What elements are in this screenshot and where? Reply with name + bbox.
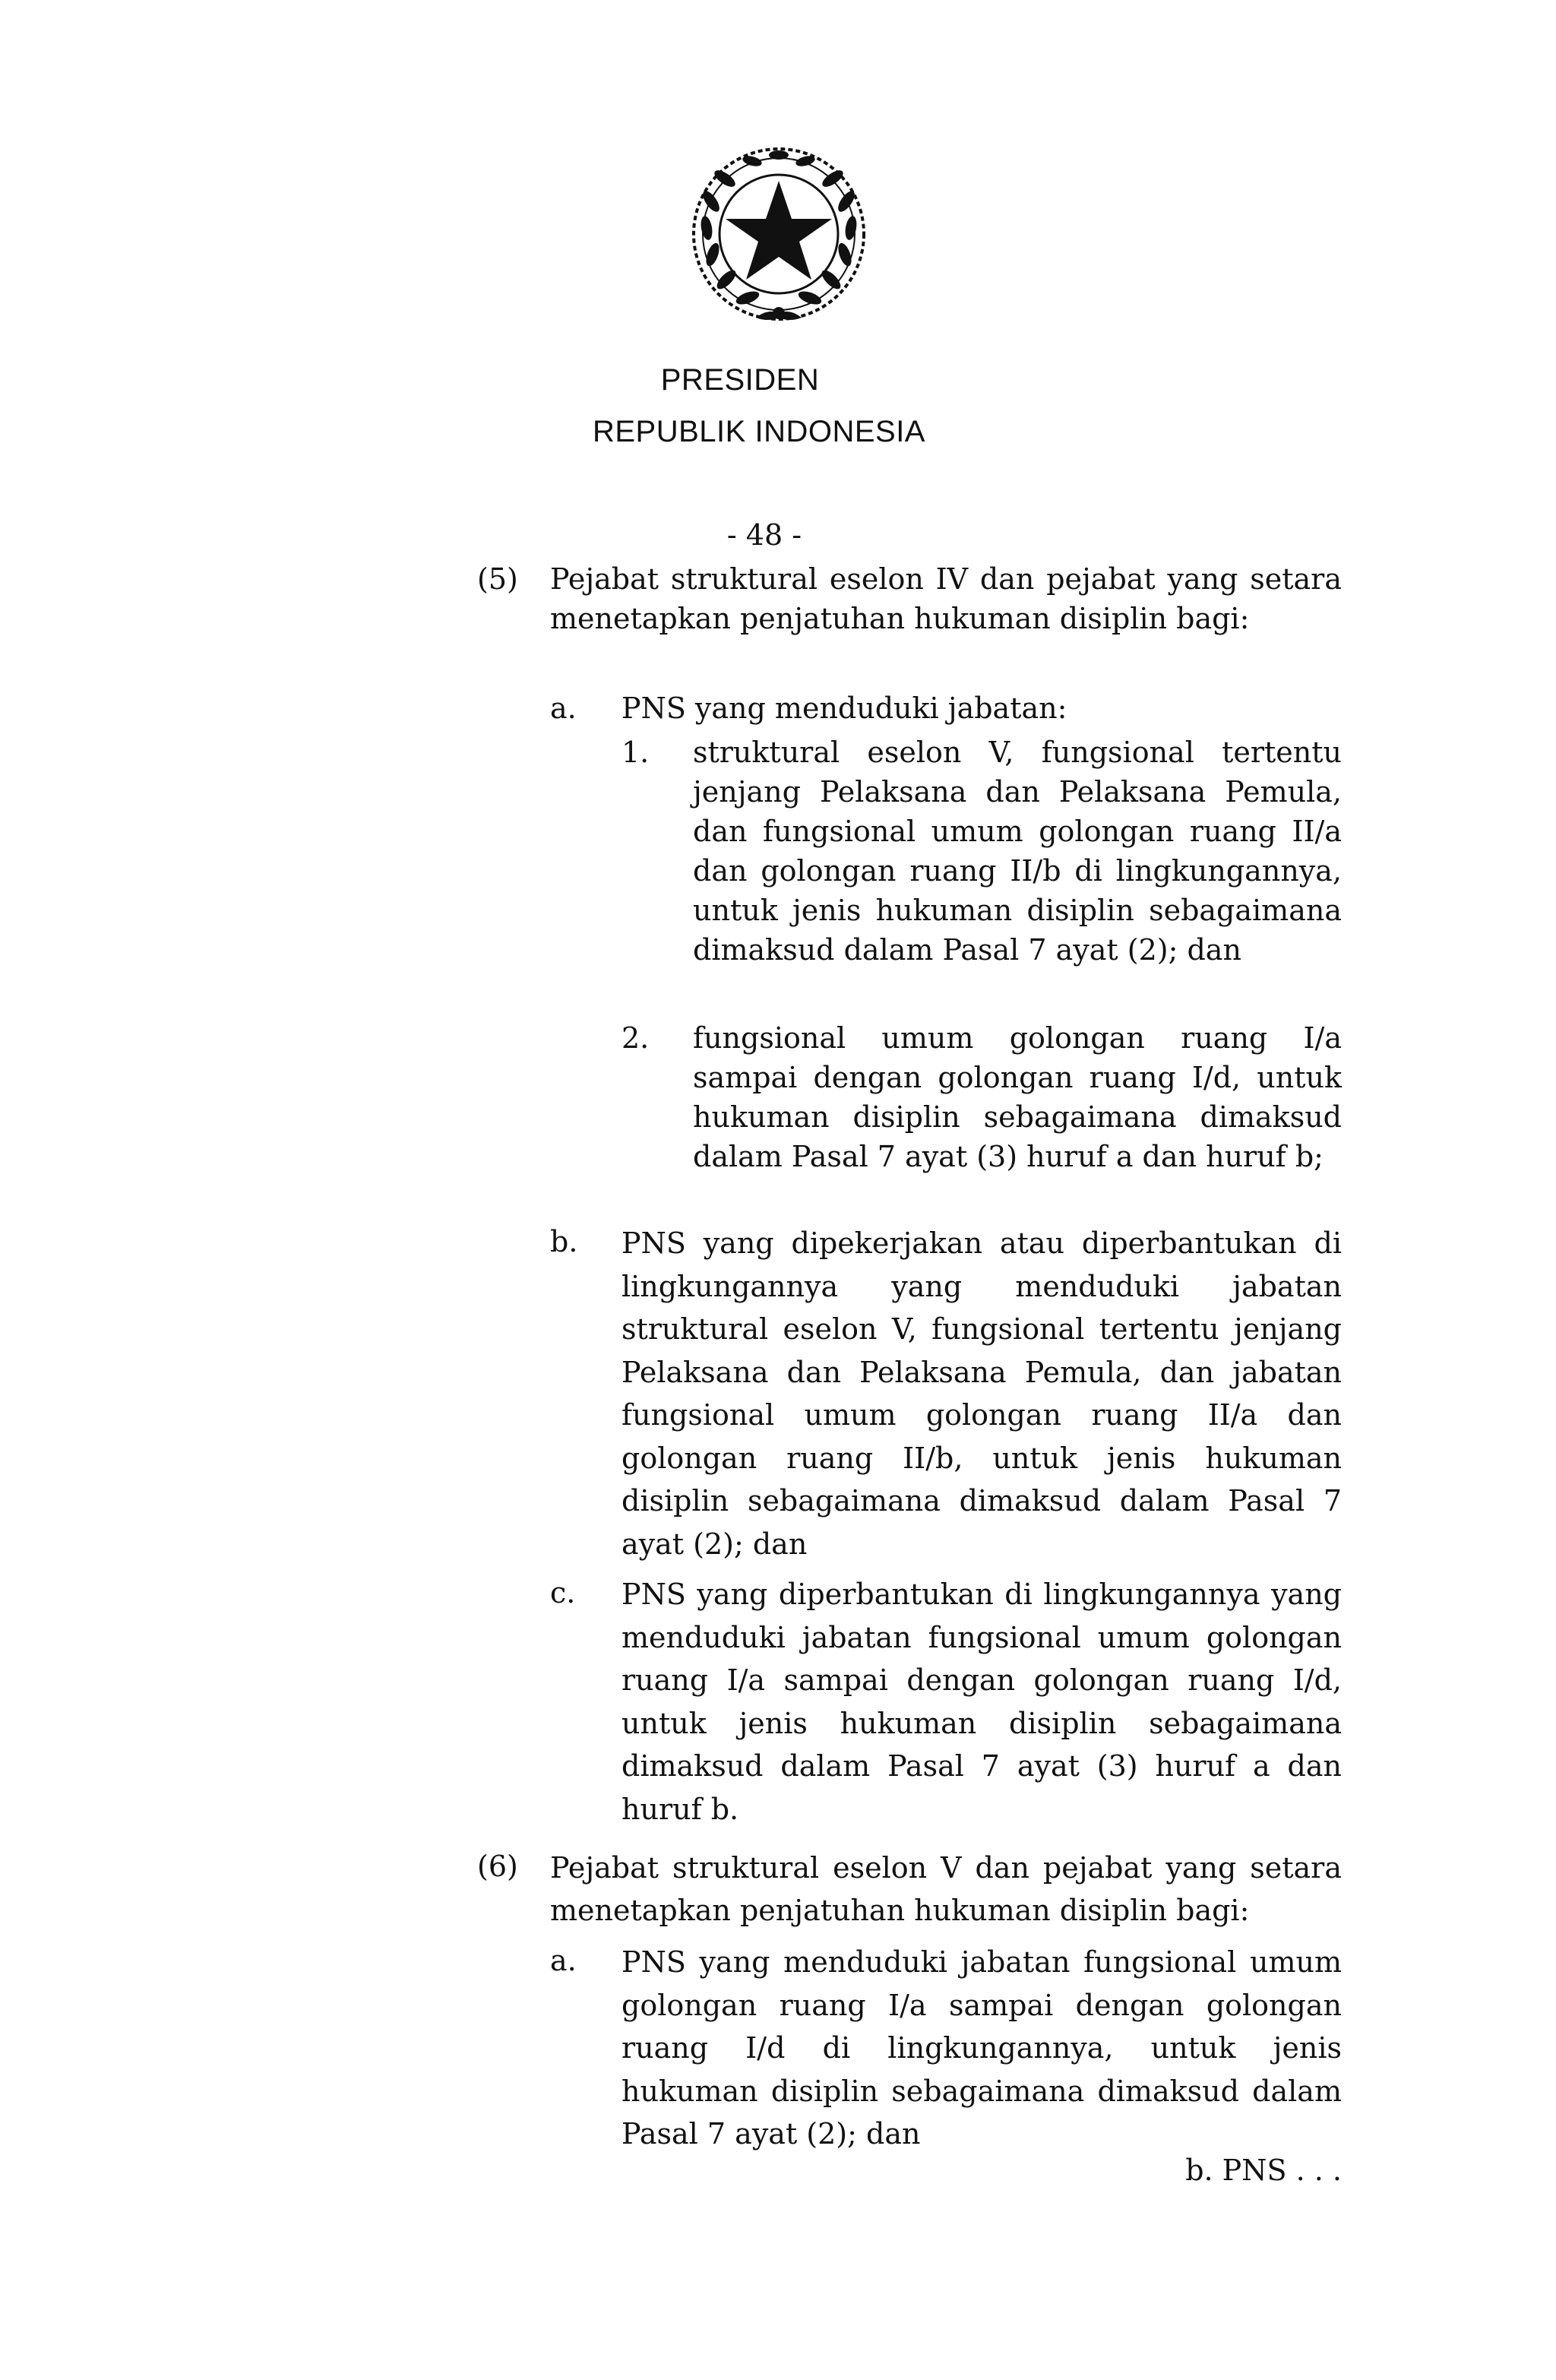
presidential-emblem-icon — [676, 137, 881, 334]
header-republic: REPUBLIK INDONESIA — [592, 415, 925, 448]
paragraph-5-text: Pejabat struktural eselon IV dan pejabat yang setara menetapkan penjatuhan hukuman disiplin bagi: — [550, 562, 1342, 635]
paragraph-6a-text: PNS yang menduduki jabatan fungsional umum golongan ruang I/a sampai dengan golongan ruang I/d di lingkungannya, untuk jenis hukuman disiplin sebagaimana dimaksud dalam Pasal 7 ayat (2); dan — [621, 1945, 1342, 2151]
paragraph-5a1-label: 1. — [621, 736, 650, 769]
paragraph-5a2-text: fungsional umum golongan ruang I/a sampai dengan golongan ruang I/d, untuk hukuman disiplin sebagaimana dimaksud dalam Pasal 7 ayat (3) huruf a dan huruf b; — [693, 1021, 1342, 1173]
paragraph-5a2-label: 2. — [621, 1021, 650, 1055]
paragraph-5a1-text: struktural eselon V, fungsional tertentu jenjang Pelaksana dan Pelaksana Pemula, dan fungsional umum golongan ruang II/a dan golongan ruang II/b di lingkungannya, untuk jenis hukuman disiplin sebagaimana dimaksud dalam Pasal 7 ayat (2); dan — [693, 736, 1342, 967]
paragraph-5-label: (5) — [477, 562, 518, 596]
page-number — [0, 518, 1556, 552]
paragraph-5b-label: b. — [550, 1225, 578, 1258]
paragraph-6-text: Pejabat struktural eselon V dan pejabat yang setara menetapkan penjatuhan hukuman disiplin bagi: — [550, 1851, 1342, 1927]
paragraph-5c-label: c. — [550, 1576, 576, 1609]
page-number-text: - 48 - — [726, 518, 802, 552]
header-president: PRESIDEN — [660, 363, 820, 397]
continuation-text: b. PNS . . . — [1185, 2154, 1342, 2187]
paragraph-5b-text: PNS yang dipekerjakan atau diperbantukan di lingkungannya yang menduduki jabatan struktural eselon V, fungsional tertentu jenjang Pelaksana dan Pelaksana Pemula, dan jabatan fungsional umum golongan ruang II/a dan golongan ruang II/b, untuk jenis hukuman disiplin sebagaimana dimaksud dalam Pasal 7 ayat (2); dan — [621, 1226, 1342, 1561]
paragraph-6-label: (6) — [477, 1850, 518, 1883]
paragraph-5a-text: PNS yang menduduki jabatan: — [621, 692, 1067, 725]
paragraph-5a-label: a. — [550, 692, 577, 725]
paragraph-6a-label: a. — [550, 1944, 577, 1977]
paragraph-5c-text: PNS yang diperbantukan di lingkungannya yang menduduki jabatan fungsional umum golongan ruang I/a sampai dengan golongan ruang I/d, untuk jenis hukuman disiplin sebagaimana dimaksud dalam Pasal 7 ayat (3) huruf a dan huruf b. — [621, 1578, 1342, 1826]
